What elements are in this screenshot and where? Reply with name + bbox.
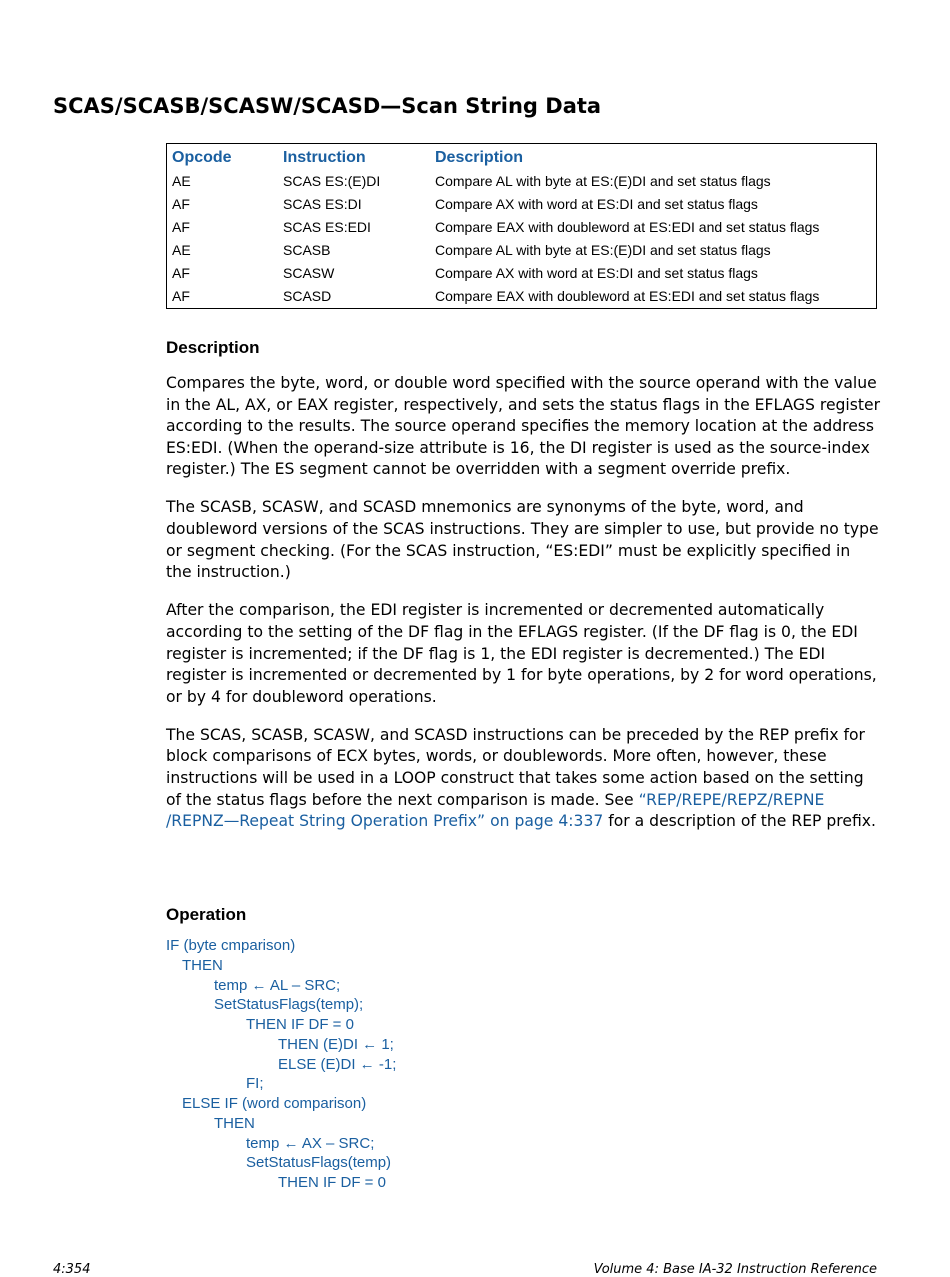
paragraph-4-text-after: for a description of the REP prefix. (603, 812, 876, 831)
description-cell: Compare EAX with doubleword at ES:EDI and set status flags (435, 288, 820, 304)
instruction-cell: SCASB (283, 242, 331, 258)
table-row (167, 239, 877, 262)
instruction-cell: SCAS ES:DI (283, 196, 362, 212)
code-line: THEN IF DF = 0 (246, 1016, 354, 1033)
code-line: IF (byte cmparison) (166, 937, 296, 954)
description-heading: Description (166, 338, 260, 357)
paragraph-4-text-before: The SCAS, SCASB, SCASW, and SCASD instructions can be preceded by the REP prefix for block comparisons of ECX bytes, words, or doublewords. More often, however, these instructions will be used in a LOOP construct that takes some action based on the setting of the status flags before the next comparison is made. See (166, 725, 865, 809)
page-number: 4:354 (53, 1262, 91, 1277)
code-line: temp ← AX – SRC; (246, 1134, 375, 1152)
description-cell: Compare AX with word at ES:DI and set status flags (435, 196, 758, 212)
description-cell: Compare EAX with doubleword at ES:EDI and set status flags (435, 219, 820, 235)
code-line: temp ← AL – SRC; (214, 976, 341, 994)
instruction-cell: SCASD (283, 288, 332, 304)
operation-code-block (166, 936, 396, 1193)
code-line: THEN (214, 1114, 255, 1132)
opcode-cell: AF (172, 265, 190, 281)
page-title: SCAS/SCASB/SCASW/SCASD—Scan String Data (53, 94, 602, 118)
opcode-table (166, 143, 877, 309)
opcode-cell: AE (172, 173, 191, 189)
description-paragraph-4 (166, 725, 880, 833)
description-cell: Compare AX with word at ES:DI and set status flags (435, 265, 758, 281)
opcode-cell: AF (172, 288, 190, 304)
opcode-cell: AF (172, 196, 190, 212)
table-row (167, 285, 877, 309)
code-line: SetStatusFlags(temp); (214, 996, 364, 1014)
table-row (167, 193, 877, 216)
code-line: FI; (246, 1075, 264, 1093)
column-header-description: Description (435, 149, 524, 166)
column-header-opcode: Opcode (172, 149, 232, 166)
instruction-cell: SCAS ES:EDI (283, 219, 371, 235)
code-line: THEN (E)DI ← 1; (278, 1035, 394, 1053)
instruction-cell: SCAS ES:(E)DI (283, 173, 381, 189)
description-body (166, 373, 880, 849)
instruction-cell: SCASW (283, 265, 335, 281)
opcode-table-header-row (167, 144, 877, 171)
code-line: THEN IF DF = 0 (278, 1174, 386, 1191)
volume-title: Volume 4: Base IA-32 Instruction Reference (593, 1262, 877, 1277)
code-line: ELSE IF (word comparison) (182, 1095, 367, 1112)
rep-prefix-link[interactable]: “REP/REPE/REPZ/REPNE /REPNZ—Repeat String Operation Prefix” on page 4:337 (166, 790, 825, 831)
description-paragraph-2: The SCASB, SCASW, and SCASD mnemonics are synonyms of the byte, word, and doubleword versions of the SCAS instructions. They are simpler to use, but provide no type or segment checking. (For the SCAS instruction, “ES:EDI” must be explicitly specified in the instruction.) (166, 498, 879, 582)
description-cell: Compare AL with byte at ES:(E)DI and set status flags (435, 242, 771, 258)
code-line: SetStatusFlags(temp) (246, 1154, 392, 1172)
code-line: THEN (182, 956, 223, 974)
opcode-cell: AE (172, 242, 191, 258)
description-paragraph-1: Compares the byte, word, or double word specified with the source operand with the value in the AL, AX, or EAX register, respectively, and sets the status flags in the EFLAGS register according to the results. The source operand specifies the memory location at the address ES:EDI. (When the operand-size attribute is 16, the DI register is used as the source-index register.) The ES segment cannot be overridden with a segment override prefix. (166, 374, 881, 479)
opcode-cell: AF (172, 219, 190, 235)
table-row (167, 262, 877, 285)
table-row (167, 170, 877, 193)
description-cell: Compare AL with byte at ES:(E)DI and set status flags (435, 173, 771, 189)
column-header-instruction: Instruction (283, 149, 366, 166)
code-line: ELSE (E)DI ← -1; (278, 1055, 397, 1073)
description-paragraph-3: After the comparison, the EDI register is incremented or decremented automatically according to the setting of the DF flag in the EFLAGS register. (If the DF flag is 0, the EDI register is incremented; if the DF flag is 1, the EDI register is decremented.) The EDI register is incremented or decremented by 1 for byte operations, by 2 for word operations, or by 4 for doubleword operations. (166, 601, 877, 706)
operation-heading: Operation (166, 905, 247, 924)
table-row (167, 216, 877, 239)
